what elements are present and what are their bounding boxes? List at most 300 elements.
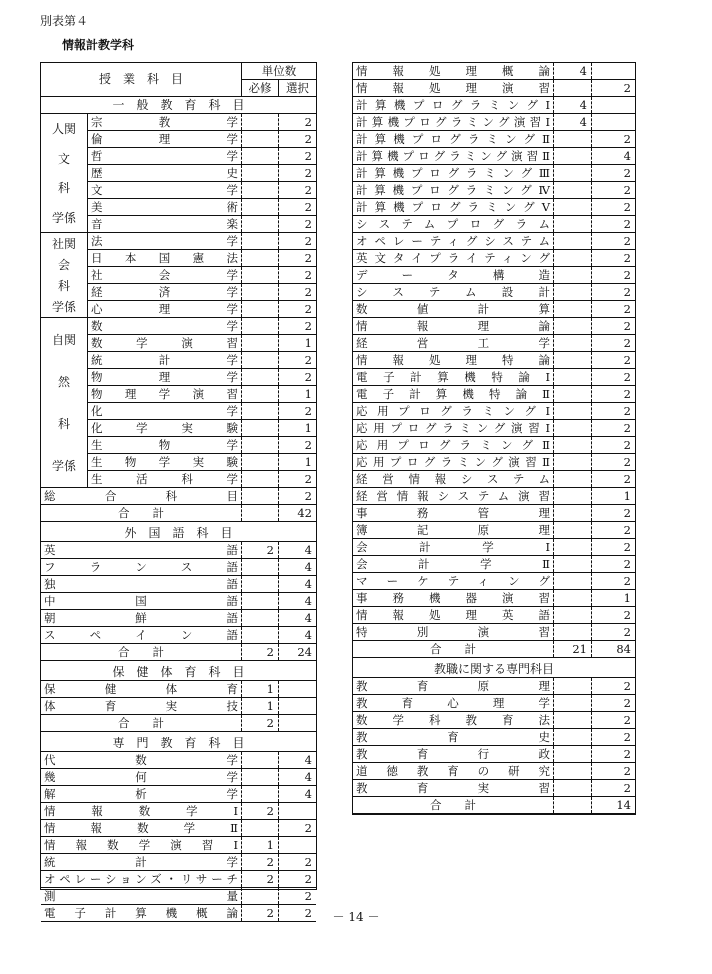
subject-name: 数学演習 bbox=[91, 336, 238, 350]
required-units bbox=[553, 505, 591, 521]
required-units bbox=[241, 335, 278, 351]
subject-name: 心理学 bbox=[91, 302, 238, 316]
required-units bbox=[241, 593, 278, 609]
table-row bbox=[353, 763, 635, 780]
group-label bbox=[41, 318, 88, 488]
elective-units: 2 bbox=[591, 250, 635, 266]
subject-name: 生物学 bbox=[91, 438, 238, 452]
table-row bbox=[88, 131, 316, 148]
section-title: 専 門 教 育 科 目 bbox=[112, 736, 245, 750]
required-units bbox=[241, 403, 278, 419]
subject-name: 統計学 bbox=[44, 855, 238, 869]
section-title: 教職に関する専門科目 bbox=[433, 662, 554, 676]
elective-units: 1 bbox=[591, 590, 635, 606]
elective-units: 2 bbox=[591, 678, 635, 694]
subject-name: 経営工学 bbox=[356, 336, 550, 350]
elective-units: 1 bbox=[278, 454, 316, 470]
elective-units: 4 bbox=[278, 769, 316, 785]
subject-name: 生活科学 bbox=[91, 472, 238, 486]
subject-name: 情報処理概論 bbox=[356, 64, 550, 78]
group-label bbox=[41, 233, 88, 318]
subject-name: 教育心理学 bbox=[356, 696, 550, 710]
subject-header: 授 業 科 目 bbox=[98, 72, 183, 86]
table-row bbox=[41, 593, 316, 610]
elective-units: 4 bbox=[278, 559, 316, 575]
table-row bbox=[41, 681, 316, 698]
elective-units: 2 bbox=[278, 216, 316, 232]
subject-name: 計算機プログラミングⅤ bbox=[356, 200, 550, 214]
subject-name: 簿記原理 bbox=[356, 523, 550, 537]
table-row bbox=[88, 420, 316, 437]
required-units bbox=[553, 199, 591, 215]
group-label-part: 学係 bbox=[51, 210, 76, 225]
table-row bbox=[353, 250, 635, 267]
required-units bbox=[241, 216, 278, 232]
required-units bbox=[553, 454, 591, 470]
required-units bbox=[241, 301, 278, 317]
total-row bbox=[41, 715, 316, 732]
elective-units: 2 bbox=[278, 820, 316, 836]
table-row bbox=[88, 165, 316, 182]
table-row bbox=[353, 573, 635, 590]
total-row bbox=[41, 644, 316, 661]
elective-units: 2 bbox=[278, 369, 316, 385]
required-units bbox=[553, 746, 591, 762]
subject-name: 電子計算機特論Ⅰ bbox=[356, 370, 550, 384]
required-units: 1 bbox=[241, 837, 278, 853]
table-row bbox=[41, 542, 316, 559]
required-units bbox=[553, 386, 591, 402]
subject-name: 物理学 bbox=[91, 370, 238, 384]
elective-units: 2 bbox=[591, 471, 635, 487]
required-units bbox=[241, 165, 278, 181]
required-units: 2 bbox=[241, 542, 278, 558]
required-units bbox=[553, 352, 591, 368]
header-row bbox=[41, 63, 316, 97]
table-row bbox=[41, 610, 316, 627]
subject-name: 物理学演習 bbox=[91, 387, 238, 401]
required-units: 2 bbox=[241, 715, 278, 731]
required-units bbox=[553, 556, 591, 572]
elective-units: 2 bbox=[278, 182, 316, 198]
elective-units: 2 bbox=[591, 539, 635, 555]
subject-name: 事務管理 bbox=[356, 506, 550, 520]
elective-units: 42 bbox=[278, 505, 316, 521]
elective-units: 2 bbox=[278, 871, 316, 887]
table-row bbox=[353, 182, 635, 199]
elective-units: 2 bbox=[278, 131, 316, 147]
table-row bbox=[353, 780, 635, 797]
group-label-part: 科 bbox=[57, 279, 70, 293]
elective-units bbox=[591, 97, 635, 113]
subject-name: 計算機プログラミング演習Ⅰ bbox=[356, 115, 550, 129]
elective-units: 2 bbox=[278, 284, 316, 300]
elective-header: 選択 bbox=[278, 80, 316, 96]
table-row bbox=[41, 854, 316, 871]
subject-name: 中国語 bbox=[44, 594, 238, 608]
subject-name: 情報処理演習 bbox=[356, 81, 550, 95]
elective-units: 2 bbox=[591, 233, 635, 249]
elective-units: 2 bbox=[591, 522, 635, 538]
table-row bbox=[353, 233, 635, 250]
subject-name: 情報数学演習Ⅰ bbox=[44, 838, 238, 852]
table-row bbox=[353, 114, 635, 131]
table-row bbox=[41, 627, 316, 644]
subject-name: 測量 bbox=[44, 889, 238, 903]
required-header: 必修 bbox=[241, 80, 278, 96]
group-label-part: 文 bbox=[57, 151, 70, 166]
table-row bbox=[41, 559, 316, 576]
required-units bbox=[241, 752, 278, 768]
elective-units: 2 bbox=[591, 746, 635, 762]
elective-units: 2 bbox=[591, 607, 635, 623]
subject-name: 情報数学Ⅰ bbox=[44, 804, 238, 818]
elective-units: 2 bbox=[278, 114, 316, 130]
elective-units: 2 bbox=[591, 695, 635, 711]
subject-name: 応用プログラミング演習Ⅰ bbox=[356, 421, 550, 435]
subject-name: システム設計 bbox=[356, 285, 550, 299]
total-label: 合 計 bbox=[118, 645, 164, 659]
required-units bbox=[553, 678, 591, 694]
table-row bbox=[353, 607, 635, 624]
subject-name: 独語 bbox=[44, 577, 238, 591]
elective-units: 84 bbox=[591, 641, 635, 657]
required-units bbox=[553, 403, 591, 419]
table-row bbox=[353, 199, 635, 216]
required-units bbox=[241, 769, 278, 785]
table-row bbox=[353, 695, 635, 712]
table-row bbox=[41, 888, 316, 905]
subject-name: 総合科目 bbox=[44, 489, 238, 503]
table-row bbox=[88, 182, 316, 199]
table-row bbox=[353, 624, 635, 641]
table-row bbox=[353, 216, 635, 233]
subject-name: 計算機プログラミングⅡ bbox=[356, 132, 550, 146]
table-row bbox=[88, 199, 316, 216]
subject-name: 情報処理英語 bbox=[356, 608, 550, 622]
elective-units bbox=[591, 114, 635, 130]
elective-units: 24 bbox=[278, 644, 316, 660]
elective-units: 2 bbox=[591, 729, 635, 745]
required-units bbox=[553, 318, 591, 334]
required-units: 21 bbox=[553, 641, 591, 657]
required-units bbox=[241, 505, 278, 521]
required-units bbox=[553, 488, 591, 504]
elective-units: 2 bbox=[591, 318, 635, 334]
elective-units: 2 bbox=[278, 318, 316, 334]
table-row bbox=[353, 420, 635, 437]
table-row bbox=[353, 318, 635, 335]
elective-units: 4 bbox=[591, 148, 635, 164]
elective-units: 2 bbox=[591, 131, 635, 147]
elective-units: 2 bbox=[278, 233, 316, 249]
group-label-part: 人関 bbox=[51, 122, 76, 137]
elective-units: 2 bbox=[591, 780, 635, 796]
subject-name: 教育史 bbox=[356, 730, 550, 744]
elective-units: 2 bbox=[591, 199, 635, 215]
elective-units: 4 bbox=[278, 627, 316, 643]
table-row bbox=[88, 148, 316, 165]
required-units bbox=[553, 284, 591, 300]
elective-units: 4 bbox=[278, 786, 316, 802]
table-row bbox=[353, 437, 635, 454]
elective-units bbox=[591, 63, 635, 79]
table-row bbox=[88, 216, 316, 233]
required-units bbox=[553, 797, 591, 813]
required-units bbox=[553, 539, 591, 555]
subject-name: 日本国憲法 bbox=[91, 251, 238, 265]
table-row bbox=[353, 454, 635, 471]
table-row bbox=[353, 746, 635, 763]
subject-name: 事務機器演習 bbox=[356, 591, 550, 605]
subject-name: 道徳教育の研究 bbox=[356, 764, 550, 778]
subject-name: 宗 教 学 bbox=[91, 115, 238, 129]
required-units bbox=[553, 233, 591, 249]
table-row bbox=[353, 131, 635, 148]
subject-name: 経営情報システム演習 bbox=[356, 489, 550, 503]
group-label-part: 学係 bbox=[51, 300, 76, 314]
elective-units: 2 bbox=[591, 763, 635, 779]
required-units bbox=[553, 763, 591, 779]
subject-name: 応用プログラミングⅡ bbox=[356, 438, 550, 452]
table-row bbox=[353, 165, 635, 182]
required-units bbox=[553, 522, 591, 538]
table-row bbox=[353, 301, 635, 318]
page-number: － 14 － bbox=[332, 910, 380, 924]
elective-units: 4 bbox=[278, 610, 316, 626]
table-row bbox=[88, 335, 316, 352]
subject-name: 体育実技 bbox=[44, 699, 238, 713]
subject-name: 教育実習 bbox=[356, 781, 550, 795]
required-units: 4 bbox=[553, 114, 591, 130]
elective-units: 4 bbox=[278, 752, 316, 768]
table-row bbox=[353, 590, 635, 607]
group-label-part: 自関 bbox=[51, 332, 76, 347]
subject-name: 電子計算機概論 bbox=[44, 906, 238, 920]
table-row bbox=[353, 148, 635, 165]
section-title: 保 健 体 育 科 目 bbox=[112, 665, 245, 679]
elective-units bbox=[278, 837, 316, 853]
required-units bbox=[241, 352, 278, 368]
table-row bbox=[88, 454, 316, 471]
table-row bbox=[88, 250, 316, 267]
group-label-part: 然 bbox=[57, 374, 70, 389]
required-units bbox=[241, 250, 278, 266]
subject-name: システムプログラム bbox=[356, 217, 550, 231]
units-header: 単位数 bbox=[241, 63, 316, 80]
table-row bbox=[88, 267, 316, 284]
page-title: 情報計教学科 bbox=[62, 38, 135, 52]
required-units bbox=[553, 729, 591, 745]
elective-units: 2 bbox=[591, 712, 635, 728]
required-units bbox=[241, 284, 278, 300]
subject-name: 教育原理 bbox=[356, 679, 550, 693]
group-label-part: 学係 bbox=[51, 459, 76, 474]
table-row bbox=[353, 678, 635, 695]
table-row bbox=[353, 352, 635, 369]
required-units bbox=[241, 471, 278, 487]
table-row bbox=[88, 471, 316, 488]
elective-units bbox=[278, 681, 316, 697]
required-units bbox=[553, 267, 591, 283]
subject-name: 情報数学Ⅱ bbox=[44, 821, 238, 835]
table-row bbox=[88, 437, 316, 454]
elective-units: 2 bbox=[591, 437, 635, 453]
elective-units: 2 bbox=[591, 505, 635, 521]
elective-units: 2 bbox=[278, 165, 316, 181]
subject-name: 英文タイプライティング bbox=[356, 251, 550, 265]
table-row bbox=[353, 284, 635, 301]
required-units: 1 bbox=[241, 698, 278, 714]
section-title: 外 国 語 科 目 bbox=[124, 526, 233, 540]
table-row bbox=[353, 369, 635, 386]
table-row bbox=[88, 386, 316, 403]
required-units bbox=[241, 488, 278, 504]
elective-units: 2 bbox=[591, 573, 635, 589]
subject-name: 経営情報システム bbox=[356, 472, 550, 486]
subject-name: 哲学 bbox=[91, 149, 238, 163]
table-row bbox=[41, 803, 316, 820]
subject-name: 代数学 bbox=[44, 753, 238, 767]
subject-name: 統計学 bbox=[91, 353, 238, 367]
required-units bbox=[241, 386, 278, 402]
table-row bbox=[88, 352, 316, 369]
table-row bbox=[353, 505, 635, 522]
table-row bbox=[41, 786, 316, 803]
required-units bbox=[553, 573, 591, 589]
required-units: 4 bbox=[553, 63, 591, 79]
subject-name: データ構造 bbox=[356, 268, 550, 282]
subject-name: 情報処理特論 bbox=[356, 353, 550, 367]
subject-name: 特別演習 bbox=[356, 625, 550, 639]
subject-name: マーケティング bbox=[356, 574, 550, 588]
required-units bbox=[241, 627, 278, 643]
required-units bbox=[553, 369, 591, 385]
required-units: 1 bbox=[241, 681, 278, 697]
elective-units bbox=[278, 803, 316, 819]
health-pe-title bbox=[41, 664, 316, 681]
teaching-profession-title bbox=[353, 661, 635, 678]
subject-name: 応用プログラミング演習Ⅱ bbox=[356, 455, 550, 469]
table-row bbox=[41, 698, 316, 715]
required-units: 2 bbox=[241, 905, 278, 921]
subject-name: 会計学Ⅱ bbox=[356, 557, 550, 571]
required-units bbox=[553, 148, 591, 164]
subject-name: フランス語 bbox=[44, 560, 238, 574]
table-row bbox=[88, 403, 316, 420]
elective-units: 2 bbox=[278, 905, 316, 921]
subject-name: 数値計算 bbox=[356, 302, 550, 316]
required-units bbox=[553, 695, 591, 711]
required-units bbox=[241, 199, 278, 215]
table-row bbox=[353, 267, 635, 284]
subject-name: 文学 bbox=[91, 183, 238, 197]
required-units bbox=[241, 786, 278, 802]
table-row bbox=[353, 403, 635, 420]
required-units bbox=[553, 420, 591, 436]
subject-name: 計算機プログラミング演習Ⅱ bbox=[356, 149, 550, 163]
subject-name: 美術 bbox=[91, 200, 238, 214]
subject-name: 社会学 bbox=[91, 268, 238, 282]
subject-name: 幾何学 bbox=[44, 770, 238, 784]
elective-units: 2 bbox=[278, 267, 316, 283]
table-row bbox=[353, 335, 635, 352]
required-units bbox=[553, 590, 591, 606]
group-label-part: 会 bbox=[57, 258, 70, 272]
required-units bbox=[553, 250, 591, 266]
elective-units: 2 bbox=[591, 80, 635, 96]
elective-units: 2 bbox=[278, 488, 316, 504]
elective-units: 2 bbox=[278, 250, 316, 266]
elective-units: 2 bbox=[278, 199, 316, 215]
right-table bbox=[352, 62, 636, 815]
specialized-education-title bbox=[41, 735, 316, 752]
subject-name: 計算機プログラミングⅢ bbox=[356, 166, 550, 180]
elective-units: 2 bbox=[591, 454, 635, 470]
required-units bbox=[553, 301, 591, 317]
table-row bbox=[353, 522, 635, 539]
elective-units bbox=[278, 715, 316, 731]
total-row bbox=[353, 797, 635, 814]
elective-units: 2 bbox=[591, 403, 635, 419]
group-label-part: 社関 bbox=[51, 237, 76, 251]
section-title: 一 般 教 育 科 目 bbox=[112, 98, 245, 112]
table-row bbox=[41, 576, 316, 593]
table-row bbox=[88, 301, 316, 318]
elective-units: 2 bbox=[278, 888, 316, 904]
table-row bbox=[41, 820, 316, 837]
table-row bbox=[353, 488, 635, 505]
subject-name: 英語 bbox=[44, 543, 238, 557]
required-units bbox=[241, 820, 278, 836]
table-row bbox=[88, 318, 316, 335]
required-units bbox=[553, 471, 591, 487]
required-units bbox=[241, 454, 278, 470]
required-units bbox=[241, 420, 278, 436]
required-units bbox=[241, 610, 278, 626]
subject-name: 生物学実験 bbox=[91, 455, 238, 469]
elective-units: 1 bbox=[278, 386, 316, 402]
elective-units: 2 bbox=[591, 369, 635, 385]
subject-name: オペレーションズ・リサーチ bbox=[44, 872, 238, 886]
total-label: 合 計 bbox=[430, 642, 476, 656]
elective-units: 2 bbox=[278, 471, 316, 487]
table-row bbox=[353, 471, 635, 488]
required-units bbox=[553, 216, 591, 232]
table-row bbox=[353, 712, 635, 729]
subject-name: スペイン語 bbox=[44, 628, 238, 642]
required-units bbox=[241, 131, 278, 147]
table-row bbox=[353, 63, 635, 80]
elective-units: 4 bbox=[278, 593, 316, 609]
total-label: 合 計 bbox=[430, 798, 476, 812]
table-row bbox=[88, 284, 316, 301]
elective-units: 2 bbox=[591, 301, 635, 317]
required-units bbox=[241, 437, 278, 453]
elective-units: 2 bbox=[591, 386, 635, 402]
total-label: 合 計 bbox=[118, 716, 164, 730]
required-units bbox=[241, 576, 278, 592]
required-units bbox=[241, 369, 278, 385]
elective-units: 2 bbox=[591, 216, 635, 232]
elective-units: 1 bbox=[278, 335, 316, 351]
elective-units: 2 bbox=[591, 284, 635, 300]
elective-units: 4 bbox=[278, 576, 316, 592]
subject-name: 会計学Ⅰ bbox=[356, 540, 550, 554]
required-units bbox=[241, 182, 278, 198]
required-units bbox=[553, 712, 591, 728]
subject-name: 応用プログラミングⅠ bbox=[356, 404, 550, 418]
